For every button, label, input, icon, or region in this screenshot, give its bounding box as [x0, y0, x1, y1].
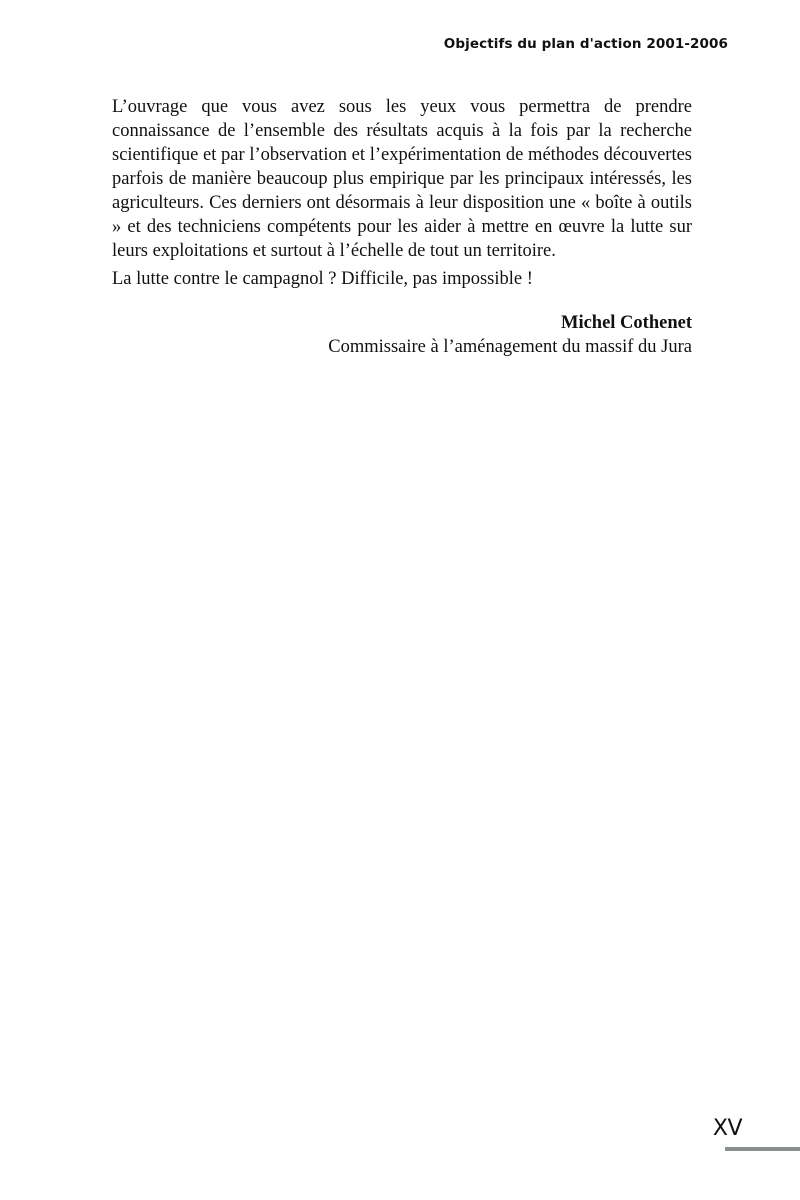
signatory-name: Michel Cothenet [560, 313, 692, 333]
signature-block [112, 311, 692, 359]
body-text [112, 95, 692, 359]
paragraph: La lutte contre le campagnol ? Difficile, pas impossible ! [112, 269, 533, 289]
footer-rule [725, 1147, 800, 1151]
page-number: XV [712, 1116, 742, 1141]
paragraph: L’ouvrage que vous avez sous les yeux vous permettra de prendre connaissance de l’ensemble des résultats acquis à la fois par la recherche scientifique et par l’observation et l’expérimentation de méthodes découvertes parfois de manière beaucoup plus empirique par les principaux intéressés, les agriculteurs. Ces derniers ont désormais à leur disposition une « boîte à outils » et des techniciens compétents pour les aider à mettre en œuvre la lutte sur leurs exploitations et surtout à l’échelle de tout un territoire. [112, 97, 692, 261]
running-header: Objectifs du plan d'action 2001-2006 [443, 36, 728, 52]
signatory-role: Commissaire à l’aménagement du massif du Jura [328, 337, 692, 357]
